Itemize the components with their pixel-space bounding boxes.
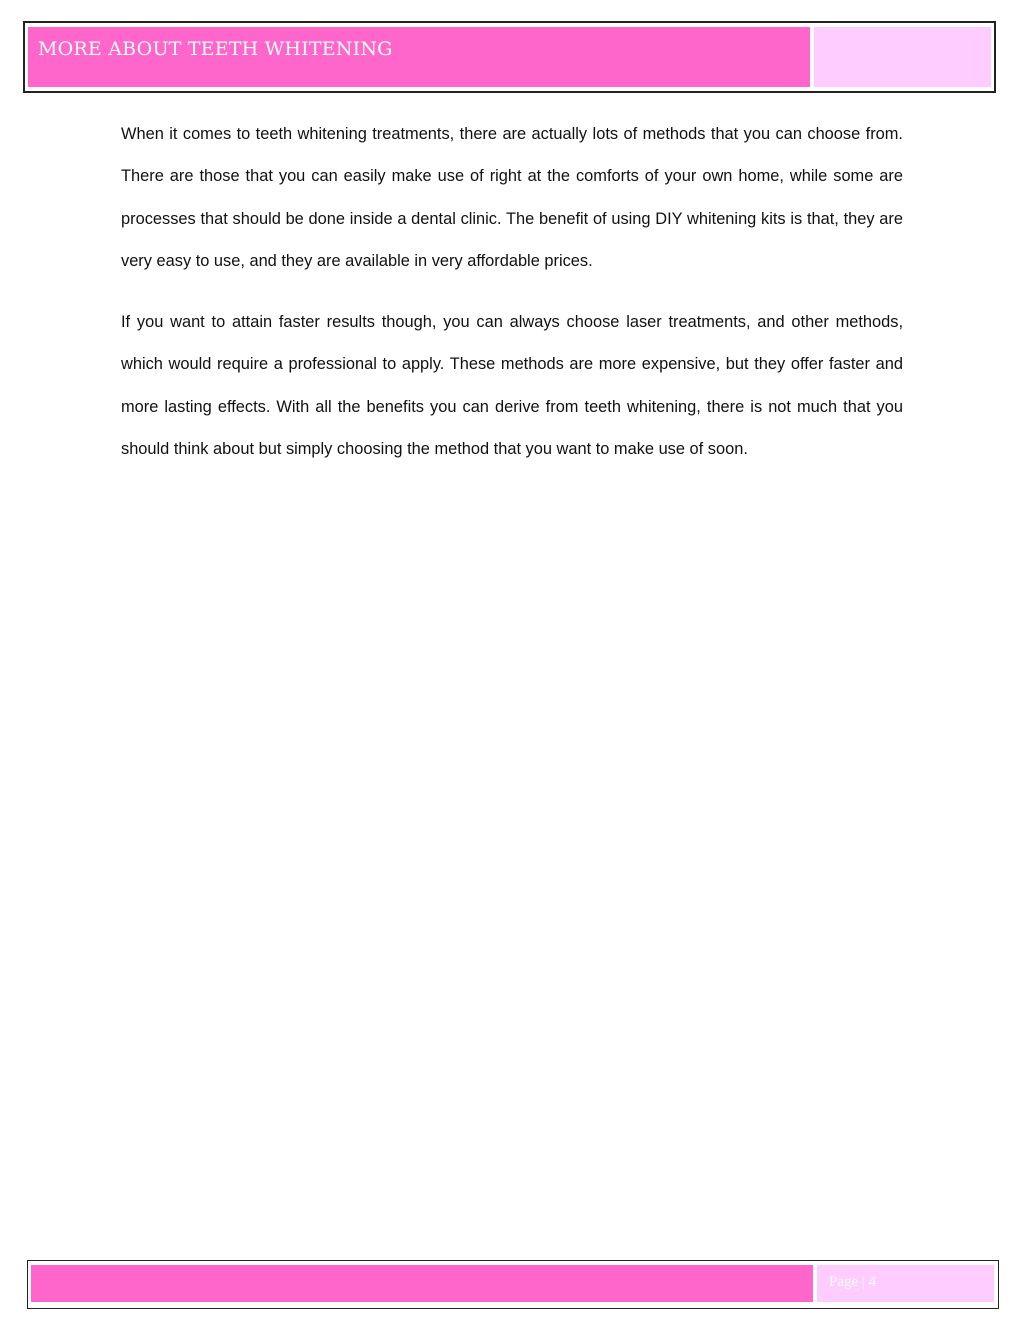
body-paragraph-2: If you want to attain faster results though, you can always choose laser treatments, and other methods, which would require a professional to apply. These methods are more expensive, but they offer faster and more lasting effects. With all the benefits you can derive from teeth whitening, there is not much that you should think about but simply choosing the method that you want to make use of soon. bbox=[121, 313, 903, 459]
footer-page-block bbox=[817, 1265, 994, 1302]
header-title-block bbox=[28, 27, 810, 87]
page-number: Page | 4 bbox=[829, 1274, 877, 1290]
body-paragraph-1: When it comes to teeth whitening treatments, there are actually lots of methods that you can choose from. There are those that you can easily make use of right at the comforts of your own home, while some are processes that should be done inside a dental clinic. The benefit of using DIY whitening kits is that, they are very easy to use, and they are available in very affordable prices. bbox=[121, 125, 903, 270]
header-accent-block bbox=[814, 27, 991, 87]
footer-accent-bar bbox=[31, 1265, 813, 1302]
page-title: MORE ABOUT TEETH WHITENING bbox=[38, 38, 393, 60]
document-body bbox=[121, 113, 903, 489]
header-band bbox=[23, 21, 996, 93]
footer-band bbox=[27, 1260, 999, 1309]
